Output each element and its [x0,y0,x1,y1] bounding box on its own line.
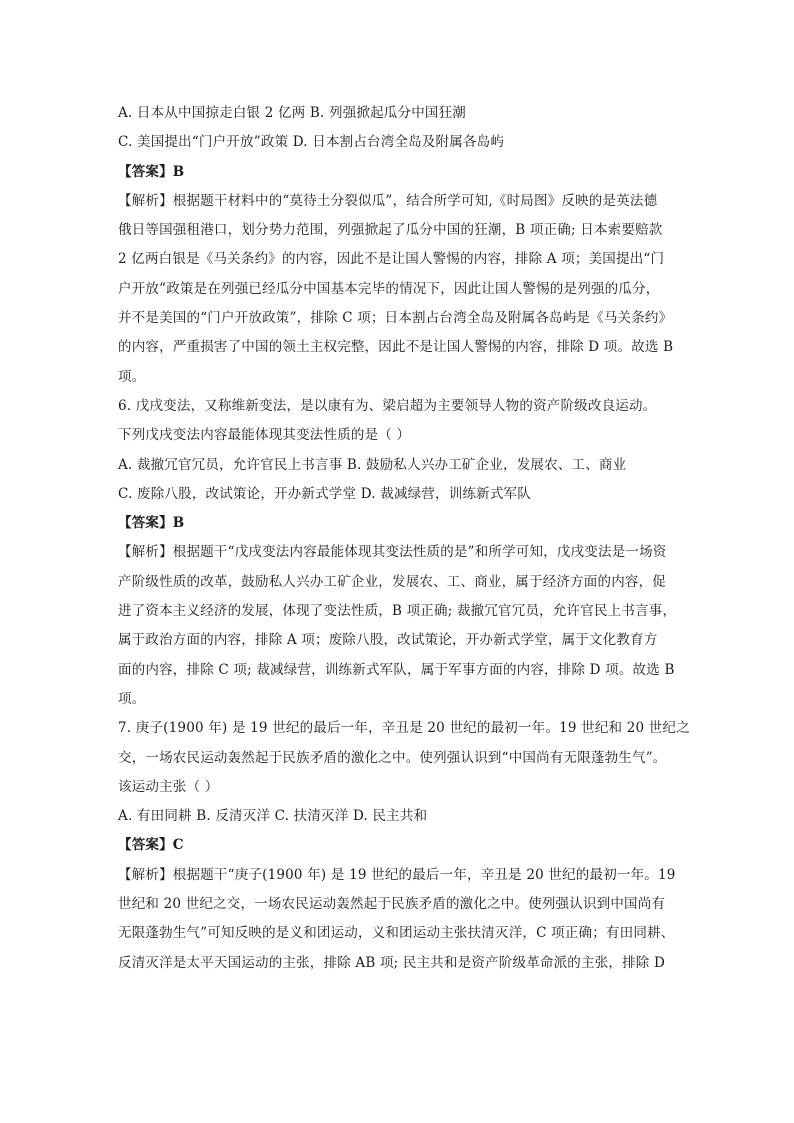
answer-q5: 【答案】B [118,163,185,180]
option-line-q6-cd: C. 废除八股，改试策论，开办新式学堂 D. 裁减绿营，训练新式军队 [118,485,531,502]
analysis-q6-line-3: 进了资本主义经济的发展，体现了变法性质，B 项正确; 裁撤冗官冗员，允许官民上书言事， [118,603,677,620]
document-body [118,99,690,978]
analysis-q6-line-5: 面的内容，排除 C 项; 裁减绿营，训练新式军队，属于军事方面的内容，排除 D 项。故选 B [118,661,675,678]
question-7-line-2: 交，一场农民运动轰然起于民族矛盾的激化之中。使列强认识到“中国尚有无限蓬勃生气”。 [118,749,667,766]
question-6-line-1: 6. 戊戌变法，又称维新变法，是以康有为、梁启超为主要领导人物的资产阶级改良运动。 [118,397,657,414]
analysis-q5-line-3: 2 亿两白银是《马关条约》的内容，因此不是让国人警惕的内容，排除 A 项；美国提出“门 [118,251,665,268]
analysis-q5-line-2: 俄日等国强租港口，划分势力范围，列强掀起了瓜分中国的狂潮，B 项正确; 日本索要赔款 [118,222,663,239]
option-line-q7: A. 有田同耕 B. 反清灭洋 C. 扶清灭洋 D. 民主共和 [118,808,428,825]
analysis-q5-line-4: 户开放”政策是在列强已经瓜分中国基本完毕的情况下，因此让国人警惕的是列强的瓜分， [118,280,660,297]
analysis-q5-line-5: 并不是美国的“门户开放政策”，排除 C 项；日本割占台湾全岛及附属各岛屿是《马关条约》 [118,310,673,327]
analysis-q5-line-6: 的内容，严重损害了中国的领土主权完整，因此不是让国人警惕的内容，排除 D 项。故选 B [118,339,674,356]
analysis-q6-line-1: 【解析】根据题干“戊戌变法内容最能体现其变法性质的是”和所学可知，戊戌变法是一场资 [118,544,667,561]
answer-q6: 【答案】B [118,515,185,532]
analysis-q7-line-1: 【解析】根据题干“庚子(1900 年) 是 19 世纪的最后一年，辛丑是 20 世纪的最初一年。19 [118,866,676,883]
analysis-q5-line-1: 【解析】根据题干材料中的“莫待土分裂似瓜”，结合所学可知,《时局图》反映的是英法德 [118,192,658,209]
analysis-q6-line-4: 属于政治方面的内容，排除 A 项；废除八股，改试策论，开办新式学堂，属于文化教育方 [118,632,658,649]
analysis-q7-line-4: 反清灭洋是太平天国运动的主张，排除 AB 项; 民主共和是资产阶级革命派的主张，排除 D [118,954,666,971]
analysis-q7-line-3: 无限蓬勃生气”可知反映的是义和团运动，义和团运动主张扶清灭洋，C 项正确；有田同耕、 [118,925,675,942]
option-line-q5-cd: C. 美国提出“门户开放”政策 D. 日本割占台湾全岛及附属各岛屿 [118,134,505,151]
analysis-q7-line-2: 世纪和 20 世纪之交，一场农民运动轰然起于民族矛盾的激化之中。使列强认识到中国尚有 [118,896,666,913]
question-6-line-2: 下列戊戌变法内容最能体现其变法性质的是（ ） [118,427,411,444]
question-7-line-3: 该运动主张（ ） [118,778,219,795]
option-line-q6-ab: A. 裁撤冗官冗员，允许官民上书言事 B. 鼓励私人兴办工矿企业，发展农、工、商业 [118,456,627,473]
option-line-q5-ab: A. 日本从中国掠走白银 2 亿两 B. 列强掀起瓜分中国狂潮 [118,105,466,121]
answer-q7: 【答案】C [118,837,184,854]
analysis-q6-line-2: 产阶级性质的改革，鼓励私人兴办工矿企业，发展农、工、商业，属于经济方面的内容，促 [118,573,666,590]
question-7-line-1: 7. 庚子(1900 年) 是 19 世纪的最后一年，辛丑是 20 世纪的最初一年。19 世纪和 20 世纪之 [118,720,690,737]
analysis-q5-line-7: 项。 [118,368,146,385]
analysis-q6-line-6: 项。 [118,690,146,707]
